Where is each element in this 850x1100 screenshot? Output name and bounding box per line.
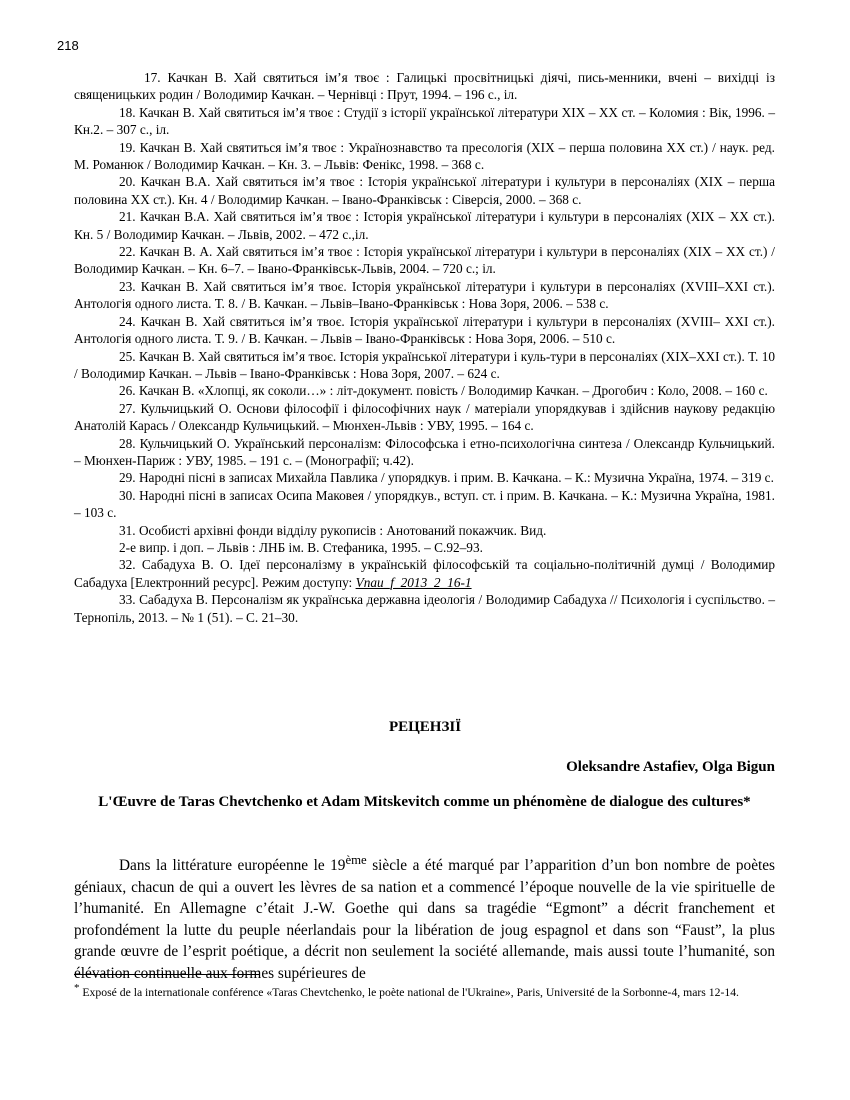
footnote-text: Exposé de la internationale conférence «Taras Chevtchenko, le poète national de l'Ukraine», Paris, Université de la Sorbonne-4, mars 12-14. xyxy=(79,985,739,999)
reference-item: 33. Сабадуха В. Персоналізм як українська державна ідеологія / Володимир Сабадуха // Психологія і суспільство. – Тернопіль, 2013. – № 1 (51). – С. 21–30. xyxy=(74,592,775,625)
reference-link[interactable]: Vnau_f_2013_2_16-1 xyxy=(355,574,472,590)
reference-item: 19. Качкан В. Хай святиться ім’я твоє : Українознавство та пресологія (XIX – перша половина XX ст.) / наук. ред. М. Романюк / Володимир Качкан. – Кн. 3. – Львів: Фенікс, 1998. – 368 с. xyxy=(74,139,775,173)
reference-item: 26. Качкан В. «Хлопці, як соколи…» : літ-документ. повість / Володимир Качкан. – Дрогобич : Коло, 2008. – 160 с. xyxy=(119,383,768,399)
page-number: 218 xyxy=(57,38,79,53)
reference-list xyxy=(74,69,775,626)
section-title: РЕЦЕНЗІЇ xyxy=(388,719,462,735)
reference-item xyxy=(74,556,775,591)
reference-text: 32. Сабадуха В. О. Ідеї персоналізму в українській філософській та соціально-політичній думці / Володимир Сабадуха [Електронний ресурс]. Режим доступу: xyxy=(74,557,775,590)
reference-item: 27. Кульчицький О. Основи філософії і філософічних наук / матеріали упорядкував і здійснив наукову редакцію Анатолій Карась / Олександр Кульчицький. – Мюнхен-Львів : УВУ, 1995. – 164 с. xyxy=(74,400,775,434)
reference-item: 21. Качкан В.А. Хай святиться ім’я твоє : Історія української літератури і культури в персоналіях (XIX – XX ст.). Кн. 5 / Володимир Качкан. – Львів, 2002. – 472 с.,іл. xyxy=(74,209,775,242)
footnote-mark: * xyxy=(74,982,80,994)
body-superscript: ème xyxy=(345,853,367,867)
body-text-rest: siècle a été marqué par l’apparition d’un bon nombre de poètes géniaux, chacun de qui a ouvert les lèvres de sa nation et a commencé l’époque nouvelle de la vie spirituelle de l’humanité. En Allemagne c’était J.-W. Goethe qui dans sa tragédie “Egmont” a décrit franchement et profondément la lutte du peuple néerlandais pour la libération de joug espagnol et dans son “Faust”, la plus grande œuvre de l’esprit poétique, a décrit non seulement la société allemande, mais aussi toute l’humanité, son élévation continuelle aux formes supérieures de xyxy=(74,857,775,982)
reference-item: 18. Качкан В. Хай святиться ім’я твоє : Студії з історії української літератури XIX – XX ст. – Коломия : Вік, 1996. – Кн.2. – 307 с., іл. xyxy=(74,104,775,138)
footnote-divider xyxy=(74,974,260,975)
article-body xyxy=(74,850,775,984)
reference-item: 31. Особисті архівні фонди відділу рукописів : Анотований покажчик. Вид. xyxy=(119,522,547,538)
reference-item: 17. Качкан В. Хай святиться ім’я твоє : Галицькі просвітницькі діячі, пись-менники, вчені – вихідці із священицьких родин / Володимир Качкан. – Чернівці : Прут, 1994. – 196 с., іл. xyxy=(74,70,775,103)
reference-item: 24. Качкан В. Хай святиться ім’я твоє. Історія української літератури і культури в персоналіях (XVIII– XXI ст.). Антологія одного листа. Т. 9. / В. Качкан. – Львів – Івано-Франківськ : Нова Зоря, 2006. – 510 с. xyxy=(74,313,775,347)
reference-item: 25. Качкан В. Хай святиться ім’я твоє. Історія української літератури і куль-тури в персоналіях (XIX–XXI ст.). Т. 10 / Володимир Качкан. – Львів – Івано-Франківськ : Нова Зоря, 2007. – 624 с. xyxy=(74,348,775,381)
article-title: L'Œuvre de Taras Chevtchenko et Adam Mitskevitch comme un phénomène de dialogue des cultures* xyxy=(98,794,751,810)
reference-item: 23. Качкан В. Хай святиться ім’я твоє. Історія української літератури і культури в персоналіях (XVIII–XXI ст.). Антологія одного листа. Т. 8. / В. Качкан. – Львів–Івано-Франківськ : Нова Зоря, 2006. – 538 с. xyxy=(74,278,775,312)
reference-item: 22. Качкан В. А. Хай святиться ім’я твоє : Історія української літератури і культури в персоналіях (XIX – XX ст.) / Володимир Качкан. – Кн. 6–7. – Івано-Франківськ-Львів, 2004. – 720 с.; іл. xyxy=(74,244,775,277)
reference-item: 29. Народні пісні в записах Михайла Павлика / упорядкув. і прим. В. Качкана. – К.: Музична Україна, 1974. – 319 с. xyxy=(119,470,774,486)
article-authors: Oleksandre Astafiev, Olga Bigun xyxy=(566,759,775,775)
reference-item: 20. Качкан В.А. Хай святиться ім’я твоє : Історія української літератури і культури в персоналіях (XIX – перша половина XX ст.). Кн. 4 / Володимир Качкан. – Івано-Франківськ : Сіверсія, 2000. – 368 с. xyxy=(74,174,775,207)
body-text-start: Dans la littérature européenne le 19 xyxy=(119,857,346,875)
reference-item: 30. Народні пісні в записах Осипа Маковея / упорядкув., вступ. ст. і прим. В. Качкана. – К.: Музична Україна, 1981. – 103 с. xyxy=(74,487,775,521)
reference-item: 28. Кульчицький О. Український персоналізм: Філософська і етно-психологічна синтеза / Олександр Кульчицький. – Мюнхен-Париж : УВУ, 1985. – 191 с. – (Монографії; ч.42). xyxy=(74,435,775,468)
footnote xyxy=(74,980,775,1001)
reference-item: 2-е випр. і доп. – Львів : ЛНБ ім. В. Стефаника, 1995. – С.92–93. xyxy=(119,539,483,555)
